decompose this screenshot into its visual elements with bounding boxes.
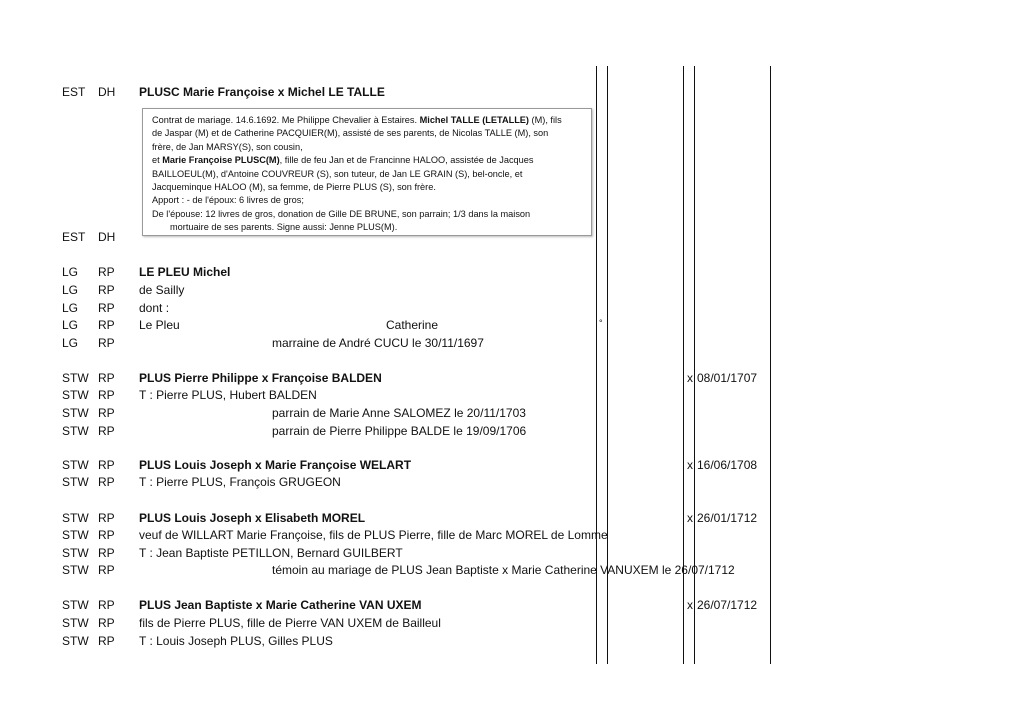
note-line: Apport : - de l'époux: 6 livres de gros;	[152, 195, 304, 206]
record-title: PLUS Louis Joseph x Marie Françoise WELART	[139, 458, 412, 472]
type-code: RP	[98, 458, 115, 472]
record-row	[0, 596, 1024, 614]
source-code: LG	[62, 318, 79, 332]
record-row	[0, 369, 1024, 387]
type-code: RP	[98, 283, 115, 297]
record-row	[0, 263, 1024, 281]
type-code: RP	[98, 388, 115, 402]
source-code: STW	[62, 563, 89, 577]
source-code: STW	[62, 598, 89, 612]
record-title: LE PLEU Michel	[139, 265, 231, 279]
record-title: PLUS Jean Baptiste x Marie Catherine VAN UXEM	[139, 598, 422, 612]
source-code: STW	[62, 546, 89, 560]
record-row	[0, 281, 1024, 299]
source-code: STW	[62, 528, 89, 542]
record-date: 26/01/1712	[697, 511, 758, 525]
note-line: mortuaire de ses parents. Signe aussi: Jenne PLUS(M).	[170, 222, 398, 233]
type-code: RP	[98, 371, 115, 385]
source-code: STW	[62, 634, 89, 648]
source-code: LG	[62, 265, 79, 279]
marriage-marker: x	[687, 598, 693, 612]
type-code: RP	[98, 598, 115, 612]
record-row	[0, 386, 1024, 404]
record-text: veuf de WILLART Marie Françoise, fils de PLUS Pierre, fille de Marc MOREL de Lomme	[139, 528, 608, 542]
source-code: EST	[62, 230, 86, 244]
record-text: de Sailly	[139, 283, 185, 297]
record-row	[0, 544, 1024, 562]
note-line: et Marie Françoise PLUSC(M), fille de feu Jan et de Francinne HALOO, assistée de Jacques	[152, 155, 534, 166]
type-code: RP	[98, 318, 115, 332]
degree-marker: °	[599, 318, 603, 328]
source-code: LG	[62, 301, 79, 315]
type-code: RP	[98, 634, 115, 648]
record-row	[0, 473, 1024, 491]
source-code: STW	[62, 371, 89, 385]
record-row	[0, 334, 1024, 352]
note-line: de Jaspar (M) et de Catherine PACQUIER(M), assisté de ses parents, de Nicolas TALLE (M), son	[152, 128, 549, 139]
marriage-contract-note	[142, 108, 592, 236]
source-code: STW	[62, 424, 89, 438]
note-line: De l'épouse: 12 livres de gros, donation de Gille DE BRUNE, son parrain; 1/3 dans la maison	[152, 208, 531, 219]
record-text: fils de Pierre PLUS, fille de Pierre VAN UXEM de Bailleul	[139, 616, 441, 630]
record-title: PLUSC Marie Françoise x Michel LE TALLE	[139, 85, 385, 99]
marriage-marker: x	[687, 458, 693, 472]
type-code: RP	[98, 616, 115, 630]
source-code: STW	[62, 511, 89, 525]
record-row	[0, 83, 1024, 101]
source-code: LG	[62, 283, 79, 297]
type-code: RP	[98, 301, 115, 315]
record-text: T : Pierre PLUS, Hubert BALDEN	[139, 388, 317, 402]
type-code: RP	[98, 406, 115, 420]
record-row	[0, 614, 1024, 632]
note-line: Jacqueminque HALOO (M), sa femme, de Pierre PLUS (S), son frère.	[152, 182, 436, 193]
record-row	[0, 509, 1024, 527]
source-code: EST	[62, 85, 86, 99]
type-code: RP	[98, 475, 115, 489]
record-event: témoin au mariage de PLUS Jean Baptiste x Marie Catherine VANUXEM le 26/07/1712	[272, 563, 735, 577]
record-row	[0, 526, 1024, 544]
record-row	[0, 299, 1024, 317]
record-event: parrain de Marie Anne SALOMEZ le 20/11/1703	[272, 406, 526, 420]
record-date: 08/01/1707	[697, 371, 758, 385]
record-text: T : Jean Baptiste PETILLON, Bernard GUILBERT	[139, 546, 403, 560]
record-date: 26/07/1712	[697, 598, 758, 612]
record-text: Le Pleu	[139, 318, 180, 332]
record-row	[0, 561, 1024, 579]
source-code: STW	[62, 616, 89, 630]
record-extra: Catherine	[386, 318, 439, 332]
source-code: LG	[62, 336, 79, 350]
record-row	[0, 422, 1024, 440]
marriage-marker: x	[687, 371, 693, 385]
type-code: RP	[98, 424, 115, 438]
record-row	[0, 404, 1024, 422]
record-text: dont :	[139, 301, 170, 315]
record-row	[0, 316, 1024, 334]
record-row	[0, 456, 1024, 474]
type-code: RP	[98, 563, 115, 577]
record-text: T : Louis Joseph PLUS, Gilles PLUS	[139, 634, 333, 648]
record-row	[0, 632, 1024, 650]
note-line: frère, de Jan MARSY(S), son cousin,	[152, 141, 303, 152]
note-line: Contrat de mariage. 14.6.1692. Me Philippe Chevalier à Estaires. Michel TALLE (LETALLE) (M), fils	[152, 115, 562, 125]
type-code: DH	[98, 85, 116, 99]
record-text: T : Pierre PLUS, François GRUGEON	[139, 475, 341, 489]
type-code: RP	[98, 528, 115, 542]
source-code: STW	[62, 406, 89, 420]
record-title: PLUS Louis Joseph x Elisabeth MOREL	[139, 511, 366, 525]
source-code: STW	[62, 458, 89, 472]
record-title: PLUS Pierre Philippe x Françoise BALDEN	[139, 371, 382, 385]
type-code: RP	[98, 546, 115, 560]
type-code: RP	[98, 336, 115, 350]
source-code: STW	[62, 388, 89, 402]
marriage-marker: x	[687, 511, 693, 525]
type-code: DH	[98, 230, 116, 244]
record-event: marraine de André CUCU le 30/11/1697	[272, 336, 484, 350]
record-event: parrain de Pierre Philippe BALDE le 19/09/1706	[272, 424, 527, 438]
type-code: RP	[98, 265, 115, 279]
source-code: STW	[62, 475, 89, 489]
record-date: 16/06/1708	[697, 458, 758, 472]
note-line: BAILLOEUL(M), d'Antoine COUVREUR (S), son tuteur, de Jan LE GRAIN (S), bel-oncle, et	[152, 168, 523, 179]
type-code: RP	[98, 511, 115, 525]
